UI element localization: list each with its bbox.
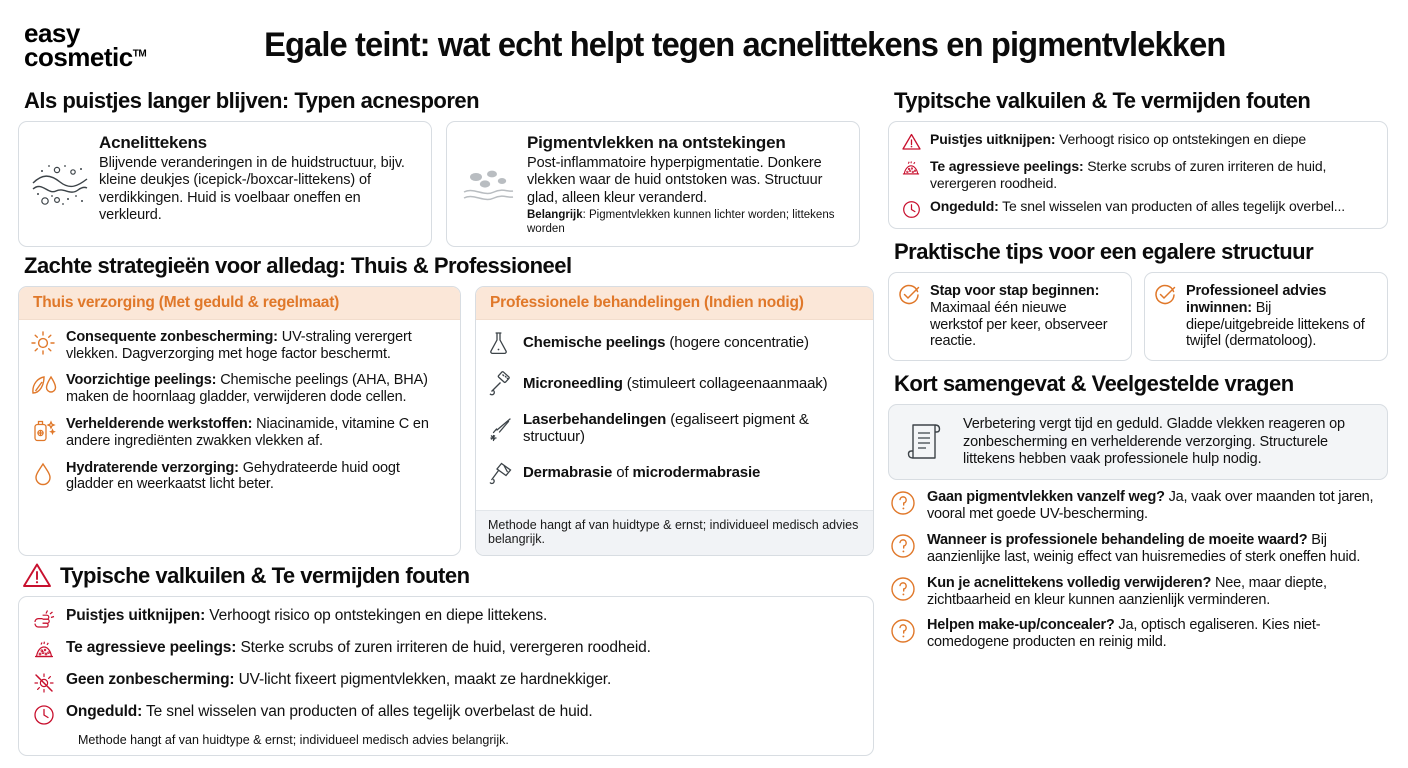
summary-text: Verbetering vergt tijd en geduld. Gladde vlekken reageren op zonbescherming en verhelderende verzorging. Structurele littekens hebben vaak professionele hulp nodig. [963,416,1345,468]
scrub-icon [900,158,922,191]
faq-item [888,532,1388,566]
water-drop-icon [29,460,57,494]
type-card-note [527,209,847,237]
list-item [29,416,450,450]
tip-card-step-by-step [888,272,1132,361]
list-item [486,370,863,397]
faq-list [888,489,1388,651]
item-bold: Ongeduld: [66,703,143,721]
faq-item [888,575,1388,609]
left-column [18,82,874,756]
list-item-text [66,460,450,494]
professional-footnote: Methode hangt af van huidtype & ernst; individueel medisch advies belangrijk. [476,510,873,556]
pitfalls-right-card [888,121,1388,229]
professional-card [475,286,874,556]
list-item [486,460,863,487]
item-bold: Puistjes uitknijpen: [66,607,206,625]
faq-question: Helpen make-up/concealer? [927,617,1115,634]
type-card-pigment [446,121,860,247]
summary-card [888,404,1388,480]
item-rest: Gehydrateerde huid oogt gladder en weerkaatst licht beter. [66,459,400,493]
question-circle-icon [888,617,918,651]
item-bold: Consequente zonbescherming: [66,328,278,345]
pitfalls-footnote: Methode hangt af van huidtype & ernst; individueel medisch advies belangrijk. [78,733,509,748]
home-care-list [19,320,460,505]
list-item [900,198,1376,219]
clock-icon [31,703,57,726]
list-item-text [66,671,611,689]
professional-header: Professionele behandelingen (Indien nodig) [476,287,873,320]
item-bold: Hydraterende verzorging: [66,459,239,476]
list-item [29,329,450,363]
item-rest: Sterke scrubs of zuren irriteren de huid, verergeren roodheid. [930,158,1327,191]
list-item-text [66,639,651,657]
type-card-body [99,133,419,237]
item-bold: Stap voor stap beginnen: [930,283,1100,300]
item-bold: Dermabrasie [523,464,613,482]
strategy-cards-row [18,286,874,556]
item-bold: Ongeduld: [930,198,999,215]
item-rest: Verhoogt risico op ontstekingen en diepe littekens. [205,607,548,625]
type-card-text: Blijvende veranderingen in de huidstructuur, bijv. kleine deukjes (icepick-/boxcar-littekens) of verdikkingen. Huid is voelbaar oneffen en verkleurd. [99,155,405,224]
item-bold: Voorzichtige peelings: [66,372,217,389]
faq-text [927,617,1388,651]
list-item-text [930,158,1376,191]
section-heading-tips: Praktische tips voor een egalere structuur [894,239,1314,265]
list-item-text [523,334,863,351]
skin-texture-icon [29,133,91,237]
list-item [29,460,450,494]
item-bold-2: microdermabrasie [632,464,761,482]
item-rest: Sterke scrubs of zuren irriteren de huid, verergeren roodheid. [236,639,651,657]
type-card-text: Post-inflammatoire hyperpigmentatie. Donkere vlekken waar de huid ontstoken was. Structuur glad, alleen kleur veranderd. [527,155,823,206]
list-item-text [930,198,1376,219]
item-bold: Microneedling [523,374,623,392]
scrub-icon [31,639,57,662]
derma-roller-icon [486,370,514,397]
item-rest: UV-licht fixeert pigmentvlekken, maakt ze hardnekkiger. [234,671,612,689]
pitfalls-card [18,596,874,756]
dark-spots-icon [457,133,519,237]
list-item [900,158,1376,191]
brand-line-1: easy [24,17,80,48]
item-bold: Verhelderende werkstoffen: [66,416,253,433]
faq-question: Kun je acnelittekens volledig verwijderen? [927,574,1212,591]
section-heading-summary-faq: Kort samengevat & Veelgestelde vragen [894,371,1294,397]
faq-item [888,489,1388,523]
sun-icon [29,329,57,363]
check-circle-icon [898,283,922,350]
list-item-text [66,416,450,450]
item-rest: Verhoogt risico op ontstekingen en diepe [1055,131,1307,147]
item-rest: Chemische peelings (AHA, BHA) maken de hoornlaag gladder, verwijderen dode cellen. [66,372,428,406]
item-bold: Te agressieve peelings: [66,639,237,657]
faq-question: Wanneer is professionele behandeling de moeite waard? [927,532,1308,549]
item-rest: of [612,464,633,482]
type-card-title: Acnelittekens [99,133,207,152]
item-rest: Te snel wisselen van producten of alles tegelijk overbelast de huid. [142,703,593,721]
laser-icon [486,415,514,442]
type-card-body [527,133,847,237]
question-circle-icon [888,575,918,609]
type-card-scars [18,121,432,247]
faq-answer: Nee, maar diepte, zichtbaarheid en kleur kunnen aanzienlijk verminderen. [927,574,1327,608]
faq-answer: Bij aanzienlijke last, weinig effect van huisremedies of sterk oneffen huid. [927,532,1361,565]
list-item-text [66,607,547,625]
professional-list [476,320,873,510]
list-item [31,607,861,630]
check-circle-icon [1154,283,1178,350]
home-care-card [18,286,461,556]
faq-answer: Ja, vaak over maanden tot jaren, vooral met goede UV-bescherming. [927,489,1374,523]
list-item-text [523,464,863,481]
item-bold: Laserbehandelingen [523,410,667,428]
brand-line-2: cosmetic [24,42,133,72]
section-heading-pitfalls-right: Typitsche valkuilen & Te vermijden fouten [894,88,1311,113]
tip-text [1186,283,1377,350]
list-item-text [66,329,450,363]
faq-text [927,532,1388,566]
item-rest: (hogere concentratie) [665,333,809,351]
section-heading-strategies: Zachte strategieën voor alledag: Thuis & Professioneel [24,252,572,278]
pitfalls-heading-text: Typische valkuilen & Te vermijden fouten [60,562,470,588]
item-rest: (stimuleert collageenaanmaak) [622,374,828,392]
tip-card-professional-advice [1144,272,1388,361]
item-bold: Professioneel advies inwinnen: [1186,283,1327,316]
clock-icon [900,198,922,219]
type-cards-row [18,121,874,247]
question-circle-icon [888,532,918,566]
item-rest: Niacinamide, vitamine C en andere ingrediënten zwakken vlekken af. [66,416,429,449]
trademark-symbol: TM [132,48,147,60]
warning-triangle-icon [22,562,52,589]
flask-icon [486,329,514,356]
item-bold: Chemische peelings [523,333,666,351]
item-rest: Maximaal één nieuwe werkstof per keer, observeer reactie. [930,299,1108,350]
item-bold: Te agressieve peelings: [930,158,1084,174]
home-care-header: Thuis verzorging (Met geduld & regelmaat) [19,287,460,320]
list-item-text [523,375,863,392]
leaf-drop-icon [29,372,57,406]
right-column [888,82,1388,756]
item-rest: UV-straling verergert vlekken. Dagverzorging met hoge factor beschermt. [66,328,412,362]
list-item [31,639,861,662]
list-item-text [66,703,592,721]
item-rest: (egaliseert pigment & structuur) [523,410,809,446]
faq-item [888,617,1388,651]
faq-text [927,575,1388,609]
faq-text [927,489,1388,523]
type-card-title: Pigmentvlekken na ontstekingen [527,133,786,152]
brand-logo [18,17,218,72]
pinching-hand-icon [31,607,57,630]
note-text: : Pigmentvlekken kunnen lichter worden; littekens worden [527,209,835,235]
page-header [18,14,1390,76]
note-label: Belangrijk [527,209,583,222]
item-rest: Bij diepe/uitgebreide littekens of twijfel (dermatoloog). [1186,299,1365,350]
content-columns [18,82,1390,756]
item-bold: Puistjes uitknijpen: [930,131,1056,147]
list-item-text [930,131,1376,151]
tips-row [888,272,1388,361]
list-item [31,703,861,726]
warning-triangle-icon [900,131,922,151]
list-item [486,329,863,356]
item-rest: Te snel wisselen van producten of alles tegelijk overbel... [998,198,1346,215]
list-item [29,372,450,406]
tip-text [930,283,1121,350]
serum-bottle-icon [29,416,57,450]
list-item [486,411,863,446]
item-bold: Geen zonbescherming: [66,671,235,689]
list-item-text [66,372,450,406]
pitfalls-list [19,597,873,755]
question-circle-icon [888,489,918,523]
page-title: Egale teint: wat echt helpt tegen acnelittekens en pigmentvlekken [264,25,1226,64]
dermabrasion-icon [486,460,514,487]
list-item-text [523,411,863,446]
list-item [31,671,861,694]
document-icon [899,419,953,465]
no-sun-icon [31,671,57,694]
faq-question: Gaan pigmentvlekken vanzelf weg? [927,489,1165,506]
section-heading-types: Als puistjes langer blijven: Typen acnesporen [24,88,480,113]
faq-answer: Ja, optisch egaliseren. Kies niet-comedogene producten en reinig mild. [927,617,1321,651]
section-heading-pitfalls [22,562,874,589]
list-item [900,131,1376,151]
